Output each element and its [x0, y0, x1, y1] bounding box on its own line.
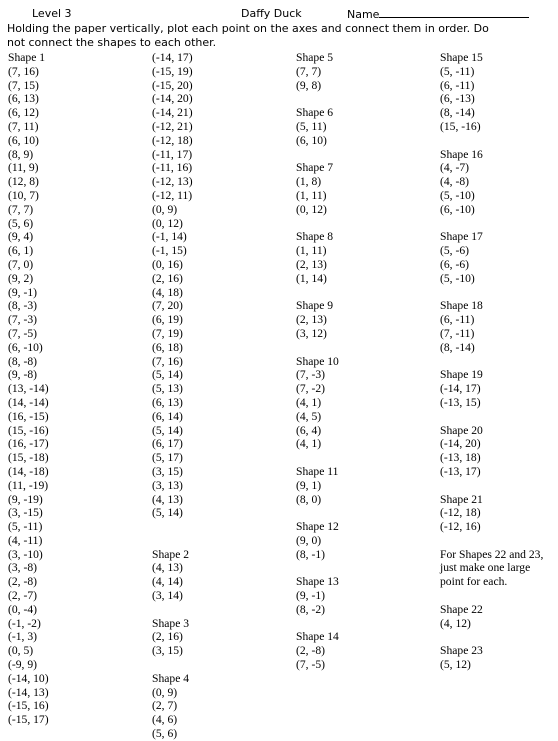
coordinate-item: (7, -5)	[8, 326, 37, 340]
coordinate-item: (16, -17)	[8, 437, 49, 451]
coordinate-item: (8, -14)	[440, 106, 475, 120]
spacer	[152, 603, 193, 617]
coordinate-item: (0, -4)	[8, 602, 37, 616]
name-underline[interactable]	[379, 7, 529, 18]
coordinate-item: (-11, 16)	[152, 161, 193, 175]
coordinate-item: (8, 0)	[296, 492, 322, 506]
coordinate-item: (5, 14)	[152, 368, 183, 382]
coordinate-item: (0, 9)	[152, 685, 178, 699]
shape-heading: Shape 6	[296, 106, 334, 120]
shape-heading: Shape 13	[296, 575, 339, 589]
name-field[interactable]	[347, 7, 529, 21]
coordinate-item: (15, -16)	[8, 423, 49, 437]
spacer	[440, 589, 543, 603]
worksheet-title: Daffy Duck	[241, 7, 302, 20]
coordinate-item: (7, -3)	[296, 368, 325, 382]
coordinate-item: (1, 11)	[296, 244, 327, 258]
coordinate-item: (6, 10)	[8, 133, 39, 147]
coordinate-item: (2, 16)	[152, 630, 183, 644]
coordinate-item: (8, -14)	[440, 340, 475, 354]
coordinate-item: (4, -7)	[440, 161, 469, 175]
coordinate-item: (6, -10)	[440, 202, 475, 216]
shape-heading: Shape 2	[152, 547, 190, 561]
coordinate-item: (9, 4)	[8, 230, 34, 244]
coordinate-item: (2, -8)	[8, 575, 37, 589]
shape-heading: Shape 23	[440, 644, 483, 658]
coordinate-item: (12, 8)	[8, 175, 39, 189]
shape-heading: Shape 7	[296, 161, 334, 175]
coordinate-item: (-9, 9)	[8, 658, 37, 672]
shape-heading: Shape 8	[296, 230, 334, 244]
coordinate-item: (4, 13)	[152, 561, 183, 575]
name-label: Name	[347, 8, 380, 21]
spacer	[296, 286, 339, 300]
coordinate-item: (9, -19)	[8, 492, 43, 506]
coordinate-item: (6, 12)	[8, 106, 39, 120]
spacer	[296, 341, 339, 355]
shape-heading: Shape 9	[296, 299, 334, 313]
shape-heading: Shape 4	[152, 671, 190, 685]
coordinate-item: (0, 16)	[152, 257, 183, 271]
coordinate-item: (-15, 19)	[152, 64, 193, 78]
shape-heading: Shape 3	[152, 616, 190, 630]
coordinate-item: (6, 1)	[8, 244, 34, 258]
coordinate-item: (-14, 20)	[440, 437, 481, 451]
coordinate-item: (-11, 17)	[152, 147, 193, 161]
shape-heading: Shape 21	[440, 492, 483, 506]
coordinate-item: (2, -8)	[296, 644, 325, 658]
coordinate-item: (1, 8)	[296, 175, 322, 189]
coordinate-item: (6, 4)	[296, 423, 322, 437]
spacer	[440, 355, 543, 369]
coordinate-item: (9, 2)	[8, 271, 34, 285]
coordinate-item: (5, 14)	[152, 423, 183, 437]
column-2	[152, 51, 193, 741]
coordinate-item: (-15, 20)	[152, 78, 193, 92]
instructions-line-1: Holding the paper vertically, plot each point on the axes and connect them in order. Do	[7, 22, 489, 35]
coordinate-item: (5, -10)	[440, 271, 475, 285]
coordinate-item: (2, -7)	[8, 589, 37, 603]
coordinate-item: (-12, 13)	[152, 175, 193, 189]
coordinate-item: (0, 5)	[8, 644, 34, 658]
coordinate-item: (9, -1)	[296, 589, 325, 603]
coordinate-item: (7, 0)	[8, 257, 34, 271]
coordinate-item: (15, -16)	[440, 119, 481, 133]
coordinate-item: (14, -14)	[8, 395, 49, 409]
coordinate-item: (8, 9)	[8, 147, 34, 161]
coordinate-item: (5, 11)	[296, 119, 327, 133]
column-4	[440, 51, 543, 672]
coordinate-item: (3, 15)	[152, 464, 183, 478]
note-text: For Shapes 22 and 23,	[440, 547, 544, 561]
coordinate-item: (9, -8)	[8, 368, 37, 382]
coordinate-item: (3, -8)	[8, 561, 37, 575]
coordinate-item: (6, -11)	[440, 78, 475, 92]
coordinate-item: (8, -2)	[296, 602, 325, 616]
shape-heading: Shape 10	[296, 354, 339, 368]
coordinate-item: (3, -10)	[8, 547, 43, 561]
coordinate-item: (-12, 21)	[152, 119, 193, 133]
coordinate-item: (-12, 18)	[152, 133, 193, 147]
coordinate-item: (2, 13)	[296, 313, 327, 327]
spacer	[440, 534, 543, 548]
coordinate-item: (13, -14)	[8, 382, 49, 396]
shape-heading: Shape 15	[440, 51, 483, 64]
coordinate-item: (6, 19)	[152, 313, 183, 327]
coordinate-item: (6, 13)	[152, 395, 183, 409]
instructions-line-2: not connect the shapes to each other.	[7, 36, 217, 49]
coordinate-item: (4, 6)	[152, 713, 178, 727]
coordinate-item: (6, 10)	[296, 133, 327, 147]
coordinate-item: (3, -15)	[8, 506, 43, 520]
shape-heading: Shape 16	[440, 147, 483, 161]
coordinate-item: (2, 13)	[296, 257, 327, 271]
coordinate-item: (7, 16)	[8, 64, 39, 78]
coordinate-item: (4, -11)	[8, 533, 43, 547]
coordinate-item: (3, 12)	[296, 326, 327, 340]
coordinate-item: (6, -10)	[8, 340, 43, 354]
coordinate-item: (6, 17)	[152, 437, 183, 451]
spacer	[440, 134, 543, 148]
coordinate-item: (-14, 17)	[440, 382, 481, 396]
shape-heading: Shape 14	[296, 630, 339, 644]
coordinate-item: (-13, 15)	[440, 395, 481, 409]
shape-heading: Shape 11	[296, 464, 339, 478]
coordinate-item: (11, -19)	[8, 478, 49, 492]
coordinate-item: (-1, -2)	[8, 616, 41, 630]
spacer	[440, 630, 543, 644]
coordinate-item: (0, 9)	[152, 202, 178, 216]
coordinate-item: (4, 12)	[440, 616, 471, 630]
spacer	[296, 506, 339, 520]
coordinate-item: (-15, 16)	[8, 699, 49, 713]
coordinate-item: (0, 12)	[296, 202, 327, 216]
coordinate-item: (8, -1)	[296, 547, 325, 561]
spacer	[296, 561, 339, 575]
coordinate-item: (-1, 3)	[8, 630, 37, 644]
coordinate-item: (7, 20)	[152, 299, 183, 313]
shape-heading: Shape 5	[296, 51, 334, 64]
coordinate-item: (7, 16)	[152, 354, 183, 368]
coordinate-item: (2, 16)	[152, 271, 183, 285]
coordinate-item: (-1, 14)	[152, 230, 187, 244]
coordinate-item: (6, 14)	[152, 409, 183, 423]
column-3	[296, 51, 339, 672]
spacer	[296, 92, 339, 106]
coordinate-item: (5, 6)	[152, 727, 178, 741]
coordinate-item: (5, -6)	[440, 244, 469, 258]
coordinate-item: (7, 7)	[8, 202, 34, 216]
coordinate-item: (-13, 17)	[440, 464, 481, 478]
coordinate-item: (6, -13)	[440, 92, 475, 106]
spacer	[296, 617, 339, 631]
coordinate-item: (7, -3)	[8, 313, 37, 327]
coordinate-item: (6, -11)	[440, 313, 475, 327]
coordinate-item: (-14, 20)	[152, 92, 193, 106]
column-1	[8, 51, 49, 727]
spacer	[296, 451, 339, 465]
coordinate-item: (9, 0)	[296, 533, 322, 547]
coordinate-item: (3, 15)	[152, 644, 183, 658]
coordinate-item: (-13, 18)	[440, 451, 481, 465]
coordinate-item: (5, 13)	[152, 382, 183, 396]
coordinate-item: (7, 11)	[8, 119, 39, 133]
coordinate-item: (7, -11)	[440, 326, 475, 340]
coordinate-item: (-14, 17)	[152, 51, 193, 64]
spacer	[152, 658, 193, 672]
coordinate-item: (5, -11)	[440, 64, 475, 78]
coordinate-item: (-1, 15)	[152, 244, 187, 258]
coordinate-item: (5, 6)	[8, 216, 34, 230]
coordinate-item: (-14, 13)	[8, 685, 49, 699]
spacer	[296, 217, 339, 231]
coordinate-item: (7, -5)	[296, 658, 325, 672]
spacer	[152, 534, 193, 548]
coordinate-item: (4, 13)	[152, 492, 183, 506]
coordinate-item: (3, 13)	[152, 478, 183, 492]
coordinate-item: (4, 1)	[296, 437, 322, 451]
note-text: point for each.	[440, 575, 508, 589]
coordinate-item: (7, 19)	[152, 326, 183, 340]
shape-heading: Shape 20	[440, 423, 483, 437]
coordinate-item: (6, -6)	[440, 257, 469, 271]
coordinate-item: (1, 14)	[296, 271, 327, 285]
coordinate-item: (4, 18)	[152, 285, 183, 299]
coordinate-item: (4, 5)	[296, 409, 322, 423]
coordinate-item: (4, 14)	[152, 575, 183, 589]
coordinate-item: (9, -1)	[8, 285, 37, 299]
coordinate-item: (9, 8)	[296, 78, 322, 92]
coordinate-item: (16, -15)	[8, 409, 49, 423]
coordinate-item: (11, 9)	[8, 161, 39, 175]
shape-heading: Shape 17	[440, 230, 483, 244]
note-text: just make one large	[440, 561, 531, 575]
shape-heading: Shape 22	[440, 602, 483, 616]
coordinate-item: (5, 17)	[152, 451, 183, 465]
coordinate-item: (-12, 18)	[440, 506, 481, 520]
coordinate-item: (5, 12)	[440, 658, 471, 672]
coordinate-item: (-15, 17)	[8, 713, 49, 727]
coordinate-item: (0, 12)	[152, 216, 183, 230]
coordinate-item: (2, 7)	[152, 699, 178, 713]
coordinate-item: (4, 1)	[296, 395, 322, 409]
spacer	[440, 479, 543, 493]
shape-heading: Shape 18	[440, 299, 483, 313]
shape-heading: Shape 12	[296, 520, 339, 534]
coordinate-item: (7, 7)	[296, 64, 322, 78]
shape-heading: Shape 1	[8, 51, 46, 64]
spacer	[440, 217, 543, 231]
coordinate-item: (8, -3)	[8, 299, 37, 313]
shape-heading: Shape 19	[440, 368, 483, 382]
level-label: Level 3	[32, 7, 72, 20]
coordinate-item: (14, -18)	[8, 464, 49, 478]
coordinate-item: (4, -8)	[440, 175, 469, 189]
spacer	[440, 286, 543, 300]
coordinate-item: (6, 13)	[8, 92, 39, 106]
coordinate-item: (8, -8)	[8, 354, 37, 368]
coordinate-item: (-14, 21)	[152, 106, 193, 120]
spacer	[296, 148, 339, 162]
coordinate-item: (10, 7)	[8, 188, 39, 202]
coordinate-item: (-14, 10)	[8, 671, 49, 685]
coordinate-item: (6, 18)	[152, 340, 183, 354]
coordinate-item: (7, 15)	[8, 78, 39, 92]
coordinate-item: (7, -2)	[296, 382, 325, 396]
coordinate-item: (15, -18)	[8, 451, 49, 465]
coordinate-item: (-12, 11)	[152, 188, 193, 202]
spacer	[440, 410, 543, 424]
coordinate-item: (5, 14)	[152, 506, 183, 520]
coordinate-item: (9, 1)	[296, 478, 322, 492]
coordinate-item: (3, 14)	[152, 589, 183, 603]
coordinate-item: (5, -11)	[8, 520, 43, 534]
spacer	[152, 520, 193, 534]
coordinate-item: (-12, 16)	[440, 520, 481, 534]
coordinate-item: (1, 11)	[296, 188, 327, 202]
coordinate-item: (5, -10)	[440, 188, 475, 202]
